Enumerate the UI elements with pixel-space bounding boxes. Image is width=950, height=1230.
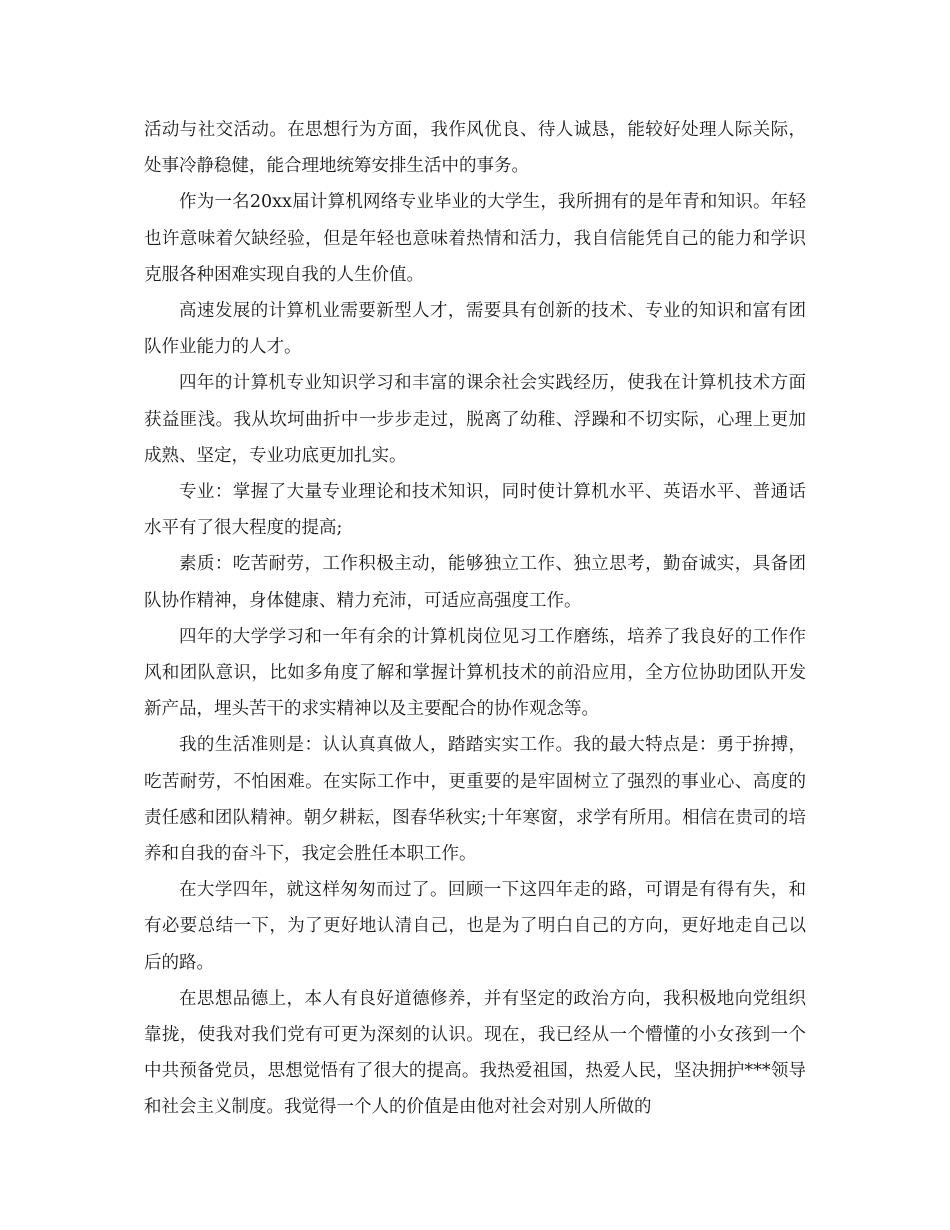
paragraph-university-review: 在大学四年，就这样匆匆而过了。回顾一下这四年走的路，可谓是有得有失，和有必要总结一下，为了更好地认清自己，也是为了明白自己的方向，更好地走自己以后的路。	[144, 880, 806, 973]
paragraph-four-years-study: 四年的计算机专业知识学习和丰富的课余社会实践经历，使我在计算机技术方面获益匪浅。我从坎坷曲折中一步步走过，脱离了幼稚、浮躁和不切实际，心理上更加成熟、坚定，专业功底更加扎实。	[144, 373, 806, 466]
paragraph-graduate-intro: 作为一名20xx届计算机网络专业毕业的大学生，我所拥有的是年青和知识。年轻也许意味着欠缺经验，但是年轻也意味着热情和活力，我自信能凭自己的能力和学识克服各种困难实现自我的人生价值。	[144, 192, 806, 285]
paragraph-quality: 素质：吃苦耐劳，工作积极主动，能够独立工作、独立思考，勤奋诚实，具备团队协作精神，身体健康、精力充沛，可适应高强度工作。	[144, 554, 806, 611]
paragraph-continuation: 活动与社交活动。在思想行为方面，我作风优良、待人诚恳，能较好处理人际关际，处事冷静稳健，能合理地统筹安排生活中的事务。	[144, 120, 806, 177]
paragraph-life-principles: 我的生活准则是：认认真真做人，踏踏实实工作。我的最大特点是：勇于拚搏，吃苦耐劳，不怕困难。在实际工作中，更重要的是牢固树立了强烈的事业心、高度的责任感和团队精神。朝夕耕耘，图春华秋实;十年寒窗，求学有所用。相信在贵司的培养和自我的奋斗下，我定会胜任本职工作。	[144, 735, 806, 865]
paragraph-professional: 专业：掌握了大量专业理论和技术知识，同时使计算机水平、英语水平、普通话水平有了很大程度的提高;	[144, 482, 806, 539]
document-page	[144, 112, 806, 1126]
paragraph-industry-needs: 高速发展的计算机业需要新型人才，需要具有创新的技术、专业的知识和富有团队作业能力的人才。	[144, 301, 806, 358]
paragraph-moral-character: 在思想品德上，本人有良好道德修养，并有坚定的政治方向，我积极地向党组织靠拢，使我对我们党有可更为深刻的认识。现在，我已经从一个懵懂的小女孩到一个中共预备党员，思想觉悟有了很大的提高。我热爱祖国，热爱人民，坚决拥护***领导和社会主义制度。我觉得一个人的价值是由他对社会对别人所做的	[144, 988, 806, 1118]
paragraph-internship: 四年的大学学习和一年有余的计算机岗位见习工作磨练，培养了我良好的工作作风和团队意识，比如多角度了解和掌握计算机技术的前沿应用，全方位协助团队开发新产品，埋头苦干的求实精神以及主要配合的协作观念等。	[144, 626, 806, 720]
